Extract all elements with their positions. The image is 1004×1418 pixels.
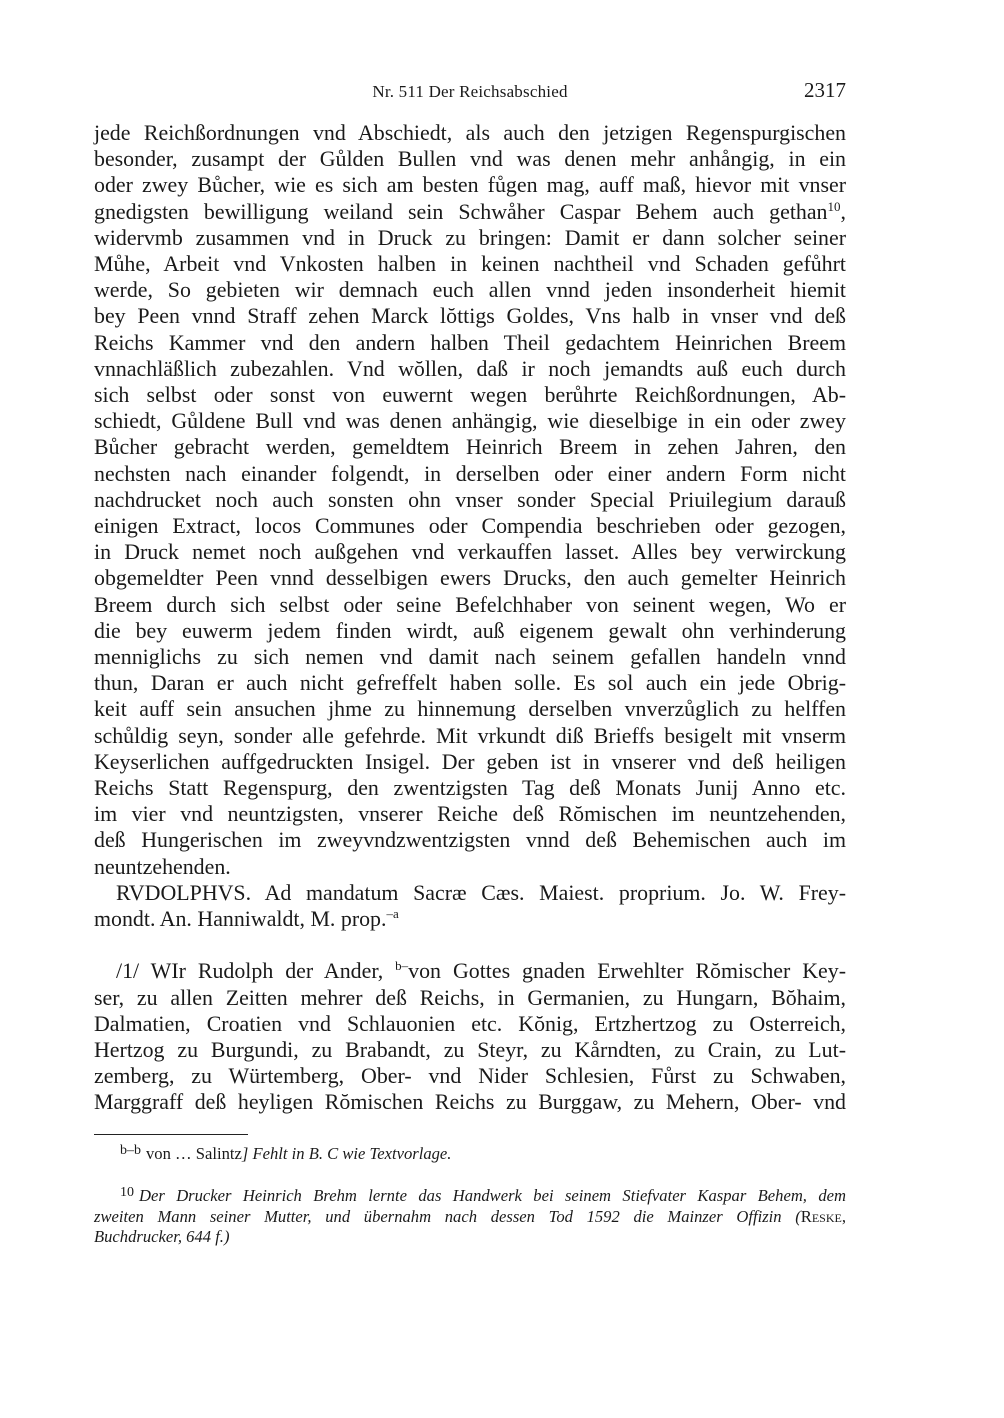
- text-line: werde, So gebieten wir demnach euch allen vnnd jeden insonderheit hiemit: [94, 277, 846, 303]
- text-line: nechsten nach einander folgendt, in derselben oder einer andern Form nicht: [94, 460, 846, 486]
- text-line: keit auff sein ansuchen jhme zu hinnemung derselben vnverzůglich zu helffen: [94, 696, 846, 722]
- variant-ref-a[interactable]: –a: [386, 906, 399, 922]
- footnote-text: Der Drucker Heinrich Brehm lernte das Handwerk bei seinem Stiefvater Kaspar Behem, dem: [139, 1186, 846, 1205]
- text-line: Breem durch sich selbst oder seine Befelchhaber von seinent wegen, Wo er: [94, 591, 846, 617]
- text-line: [94, 906, 846, 932]
- footnote-note: ] Fehlt in B. C wie Textvorlage.: [241, 1144, 452, 1163]
- text-line: Hertzog zu Burgundi, zu Brabandt, zu Steyr, zu Kårndten, zu Crain, zu Lut-: [94, 1036, 846, 1062]
- text-line: widervmb zusammen vnd in Druck zu bringen: Damit er dann solcher seiner: [94, 224, 846, 250]
- text-segment: von Gottes gnaden Erwehlter Rŏmischer Key-: [408, 958, 846, 984]
- text-line: oder zwey Bůcher, wie es sich am besten fůgen mag, auff maß, hievor mit vnser: [94, 172, 846, 198]
- text-line: Reichs Kammer vnd den andern halben Theil gedachtem Heinrichen Breem: [94, 329, 846, 355]
- text-line: Reichs Statt Regenspurg, den zwentzigsten Tag deß Monats Junij Anno etc.: [94, 775, 846, 801]
- paragraph: [94, 958, 846, 1115]
- text-segment: /1/ WIr Rudolph der Ander,: [116, 958, 396, 984]
- signature-paragraph: [94, 880, 846, 932]
- footnote-line: Buchdrucker, 644 f.): [94, 1227, 230, 1246]
- footnote-10: [94, 1186, 846, 1248]
- text-line: Keyserlichen auffgedruckten Insigel. Der geben ist in vnserer vnd deß heiligen: [94, 748, 846, 774]
- text-line: Dalmatien, Croatien vnd Schlauonien etc. Kŏnig, Ertzhertzog zu Osterreich,: [94, 1010, 846, 1036]
- text-line: neuntzehenden.: [94, 853, 231, 879]
- footnote-mark: 10: [120, 1185, 134, 1200]
- paragraph: [94, 120, 846, 880]
- footnote-mark: b–b: [120, 1143, 141, 1158]
- text-line: Marggraff deß heyligen Rŏmischen Reichs zu Burggaw, zu Mehern, Ober- vnd: [94, 1089, 846, 1115]
- page-header: [94, 78, 846, 108]
- text-line: deß Hungerischen im zweyvndzwentzigsten vnnd deß Behemischen auch im: [94, 827, 846, 853]
- text-line: die bey euwerm jedem finden wirdt, auß eigenem gewalt ohn verhinderung: [94, 617, 846, 643]
- text-line: obgemeldter Peen vnnd desselbigen ewers Drucks, den auch gemelter Heinrich: [94, 565, 846, 591]
- text-line: bey Peen vnnd Straff zehen Marck lŏttigs Goldes, Vns halb in vnser vnd deß: [94, 303, 846, 329]
- text-line: menniglichs zu sich nemen vnd damit nach seinem gefallen handeln vnnd: [94, 644, 846, 670]
- text-line: vnnachläßlich zubezahlen. Vnd wŏllen, daß ir noch jemandts auß euch durch: [94, 355, 846, 381]
- footnote-author: Reske,: [800, 1206, 846, 1226]
- variant-ref-b[interactable]: b–: [395, 958, 409, 974]
- footnote-lemma: von … Salintz: [146, 1144, 242, 1163]
- text-line: [94, 199, 846, 225]
- section-gap: [94, 932, 846, 958]
- text-line: schůldig seyn, sonder alle gefehrde. Mit vrkundt diß Brieffs besigelt mit vnserm: [94, 722, 846, 748]
- main-text: [94, 120, 846, 1116]
- text-line: schiedt, Gůldene Bull vnd was denen anhängig, wie dieselbige in ein oder zwey: [94, 408, 846, 434]
- text-segment: mondt. An. Hanniwaldt, M. prop.: [94, 906, 387, 932]
- text-line: in Druck nemet noch außgehen vnd verkauffen lasset. Alles bey verwirckung: [94, 539, 846, 565]
- text-line: jede Reichßordnungen vnd Abschiedt, als auch den jetzigen Regenspurgischen: [94, 120, 846, 145]
- text-line: sich selbst oder sonst von euwernt wegen berůhrte Reichßordnungen, Ab-: [94, 382, 846, 408]
- footnote-ref-10[interactable]: 10: [827, 198, 841, 214]
- text-line: einigen Extract, locos Communes oder Compendia beschrieben oder gezogen,: [94, 513, 846, 539]
- page-number: 2317: [804, 78, 846, 102]
- text-line: besonder, zusampt der Gůlden Bullen vnd was denen mehr anhångig, in ein: [94, 146, 846, 172]
- text-segment: ,: [840, 198, 846, 224]
- text-line: RVDOLPHVS. Ad mandatum Sacræ Cæs. Maiest. proprium. Jo. W. Frey-: [116, 879, 846, 905]
- text-line: im vier vnd neuntzigsten, vnserer Reiche deß Rŏmischen im neuntzehenden,: [94, 801, 846, 827]
- footnote-line: [94, 1186, 846, 1207]
- text-line: ser, zu allen Zeitten mehrer deß Reichs, in Germanien, zu Hungarn, Bŏhaim,: [94, 984, 846, 1010]
- footnote-text: zweiten Mann seiner Mutter, und übernahm nach dessen Tod 1592 die Mainzer Offizin (: [94, 1206, 801, 1226]
- text-line: thun, Daran er auch nicht gefreffelt haben solle. Es sol auch ein jede Obrig-: [94, 670, 846, 696]
- text-line: Bůcher gebracht werden, gemeldtem Heinrich Breem in zehen Jahren, den: [94, 434, 846, 460]
- text-line: zemberg, zu Würtemberg, Ober- vnd Nider Schlesien, Fůrst zu Schwaben,: [94, 1063, 846, 1089]
- text-segment: gnedigsten bewilligung weiland sein Schwåher Caspar Behem auch gethan: [94, 198, 828, 224]
- running-head: Nr. 511 Der Reichsabschied: [372, 82, 568, 101]
- text-line: nachdrucket noch auch sonsten ohn vnser sonder Special Priuilegium darauß: [94, 486, 846, 512]
- footnote-variant-bb: [94, 1144, 846, 1165]
- footnote-line: [94, 1207, 846, 1228]
- text-line: [94, 958, 846, 984]
- text-line: Můhe, Arbeit vnd Vnkosten halben in keinen nachtheil vnd Schaden gefůhrt: [94, 251, 846, 277]
- footnote-rule: [94, 1134, 248, 1135]
